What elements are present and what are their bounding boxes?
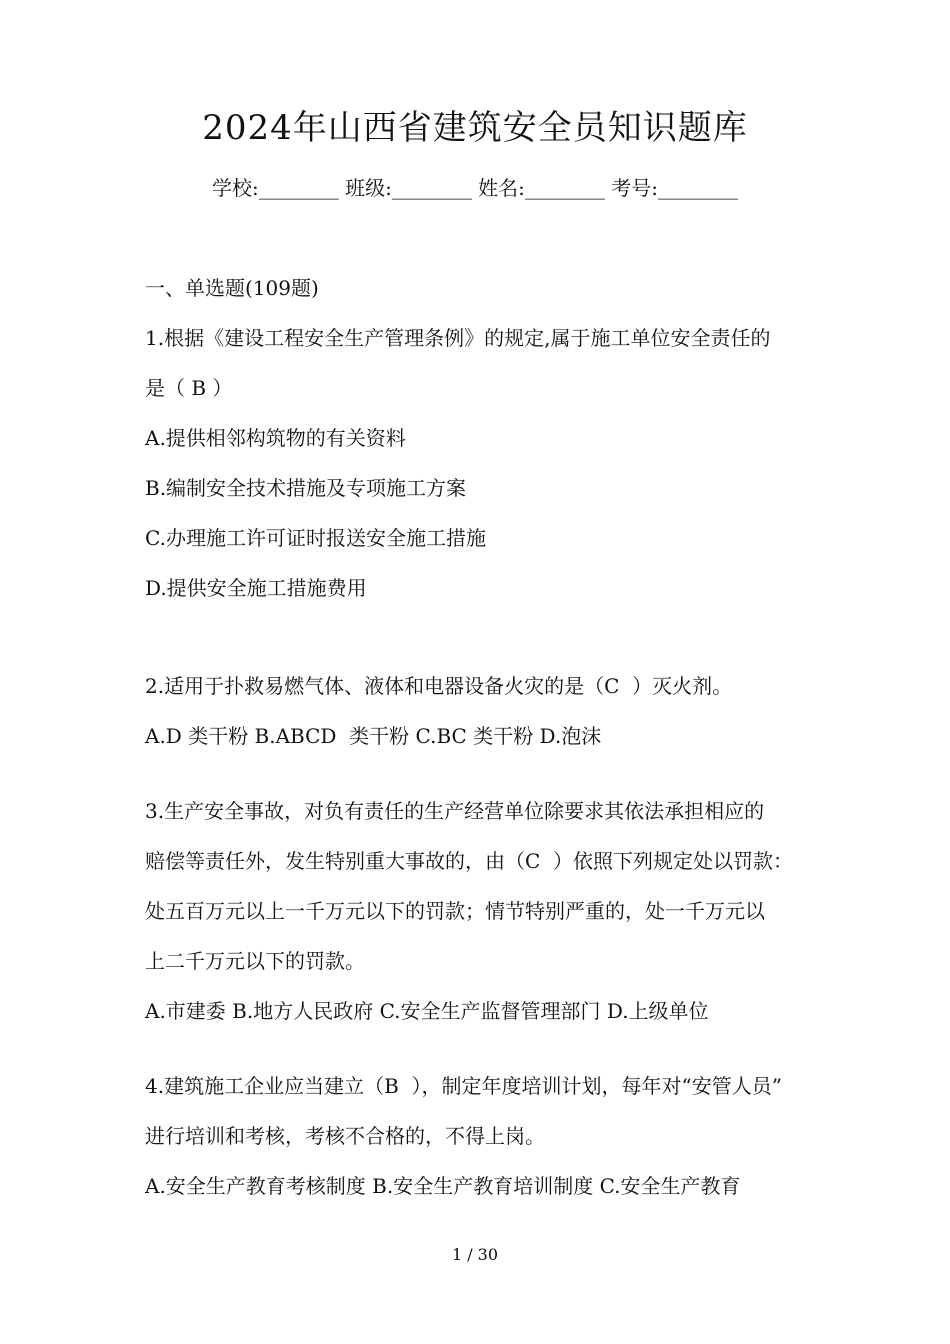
section-heading: 一、单选题(109题) <box>145 276 319 300</box>
header-fields: 学校:________ 班级:________ 姓名:________ 考号:________ <box>211 176 739 200</box>
question-3-stem-line-3: 处五百万元以上一千万元以下的罚款；情节特别严重的，处一千万元以 <box>145 899 765 923</box>
question-4-options: A.安全生产教育考核制度 B.安全生产教育培训制度 C.安全生产教育 <box>145 1174 741 1198</box>
question-1-stem-line-1: 1.根据《建设工程安全生产管理条例》的规定,属于施工单位安全责任的 <box>145 326 771 350</box>
page-number: 1 / 30 <box>451 1245 499 1264</box>
document-title: 2024年山西省建筑安全员知识题库 <box>202 108 748 148</box>
question-1-option-d: D.提供安全施工措施费用 <box>145 576 367 600</box>
question-1-option-b: B.编制安全技术措施及专项施工方案 <box>145 476 467 500</box>
question-1-stem-line-2: 是（ B ） <box>145 376 233 400</box>
question-2-stem: 2.适用于扑救易燃气体、液体和电器设备火灾的是（C ）灭火剂。 <box>145 674 733 698</box>
question-3-stem-line-2: 赔偿等责任外，发生特别重大事故的，由（C ）依照下列规定处以罚款： <box>145 849 794 873</box>
question-4-stem-line-2: 进行培训和考核，考核不合格的，不得上岗。 <box>145 1124 545 1148</box>
question-1-option-c: C.办理施工许可证时报送安全施工措施 <box>145 526 486 550</box>
question-3-stem-line-1: 3.生产安全事故，对负有责任的生产经营单位除要求其依法承担相应的 <box>145 799 765 823</box>
question-3-options: A.市建委 B.地方人民政府 C.安全生产监督管理部门 D.上级单位 <box>145 999 709 1023</box>
question-2-options: A.D 类干粉 B.ABCD 类干粉 C.BC 类干粉 D.泡沫 <box>145 724 602 748</box>
question-3-stem-line-4: 上二千万元以下的罚款。 <box>145 949 365 973</box>
question-4-stem-line-1: 4.建筑施工企业应当建立（B ），制定年度培训计划，每年对“安管人员” <box>145 1074 782 1098</box>
question-1-option-a: A.提供相邻构筑物的有关资料 <box>145 426 406 450</box>
